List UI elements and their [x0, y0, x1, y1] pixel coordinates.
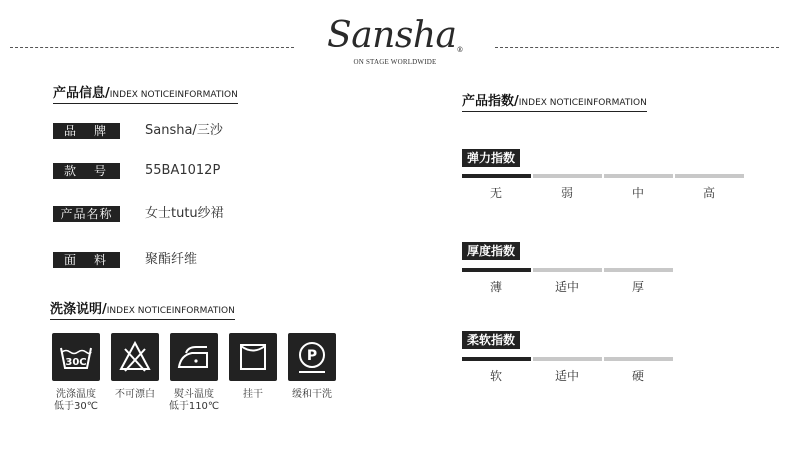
- no-bleach-label: 不可漂白: [115, 389, 155, 400]
- elasticity-level-medium: 中: [631, 186, 644, 200]
- brand-tagline: ON STAGE WORLDWIDE: [353, 58, 437, 66]
- product-info-title: 产品信息/INDEX NOTICEINFORMATION: [53, 82, 238, 104]
- no-bleach-icon: [111, 333, 159, 381]
- label-style-number: 款 号: [53, 163, 120, 179]
- softness-bar-1: [462, 357, 531, 361]
- index-title: 产品指数/INDEX NOTICEINFORMATION: [462, 90, 647, 112]
- iron-label: 熨斗温度 低于110℃: [168, 389, 220, 412]
- elasticity-bar-4: [675, 174, 744, 178]
- label-brand: 品 牌: [53, 123, 120, 139]
- elasticity-level-weak: 弱: [560, 186, 573, 200]
- thickness-bar-3: [604, 268, 673, 272]
- softness-level-hard: 硬: [631, 369, 644, 383]
- label-product-name: 产品名称: [53, 206, 120, 222]
- value-brand: Sansha/三沙: [145, 123, 223, 138]
- svg-text:P: P: [306, 348, 318, 364]
- elasticity-index-header: 弹力指数: [462, 149, 520, 167]
- elasticity-bar-1: [462, 174, 531, 178]
- softness-bar-2: [533, 357, 602, 361]
- thickness-bar-2: [533, 268, 602, 272]
- softness-level-moderate: 适中: [554, 369, 579, 383]
- hang-dry-icon: [229, 333, 277, 381]
- thickness-index-header: 厚度指数: [462, 242, 520, 260]
- thickness-level-thin: 薄: [489, 280, 502, 294]
- thickness-level-thick: 厚: [631, 280, 644, 294]
- value-product-name: 女士tutu纱裙: [145, 206, 224, 221]
- elasticity-level-none: 无: [489, 186, 502, 200]
- wash-label: 洗涤温度 低于30℃: [54, 389, 98, 412]
- dry-clean-label: 缓和干洗: [292, 389, 332, 400]
- value-fabric: 聚酯纤维: [145, 252, 198, 267]
- washing-title: 洗涤说明/INDEX NOTICEINFORMATION: [50, 298, 235, 320]
- elasticity-level-high: 高: [702, 186, 715, 200]
- wash-30c-icon: [52, 333, 100, 381]
- brand-logo: Sansha®: [327, 15, 463, 56]
- softness-bar-3: [604, 357, 673, 361]
- iron-icon: [170, 333, 218, 381]
- thickness-bar-1: [462, 268, 531, 272]
- svg-text:30C: 30C: [65, 357, 87, 368]
- hang-dry-label: 挂干: [243, 389, 263, 400]
- value-style-number: 55BA1012P: [145, 163, 221, 178]
- elasticity-bar-2: [533, 174, 602, 178]
- dry-clean-p-icon: [288, 333, 336, 381]
- softness-index-header: 柔软指数: [462, 331, 520, 349]
- softness-level-soft: 软: [489, 369, 502, 383]
- label-fabric: 面 料: [53, 252, 120, 268]
- elasticity-bar-3: [604, 174, 673, 178]
- thickness-level-moderate: 适中: [554, 280, 579, 294]
